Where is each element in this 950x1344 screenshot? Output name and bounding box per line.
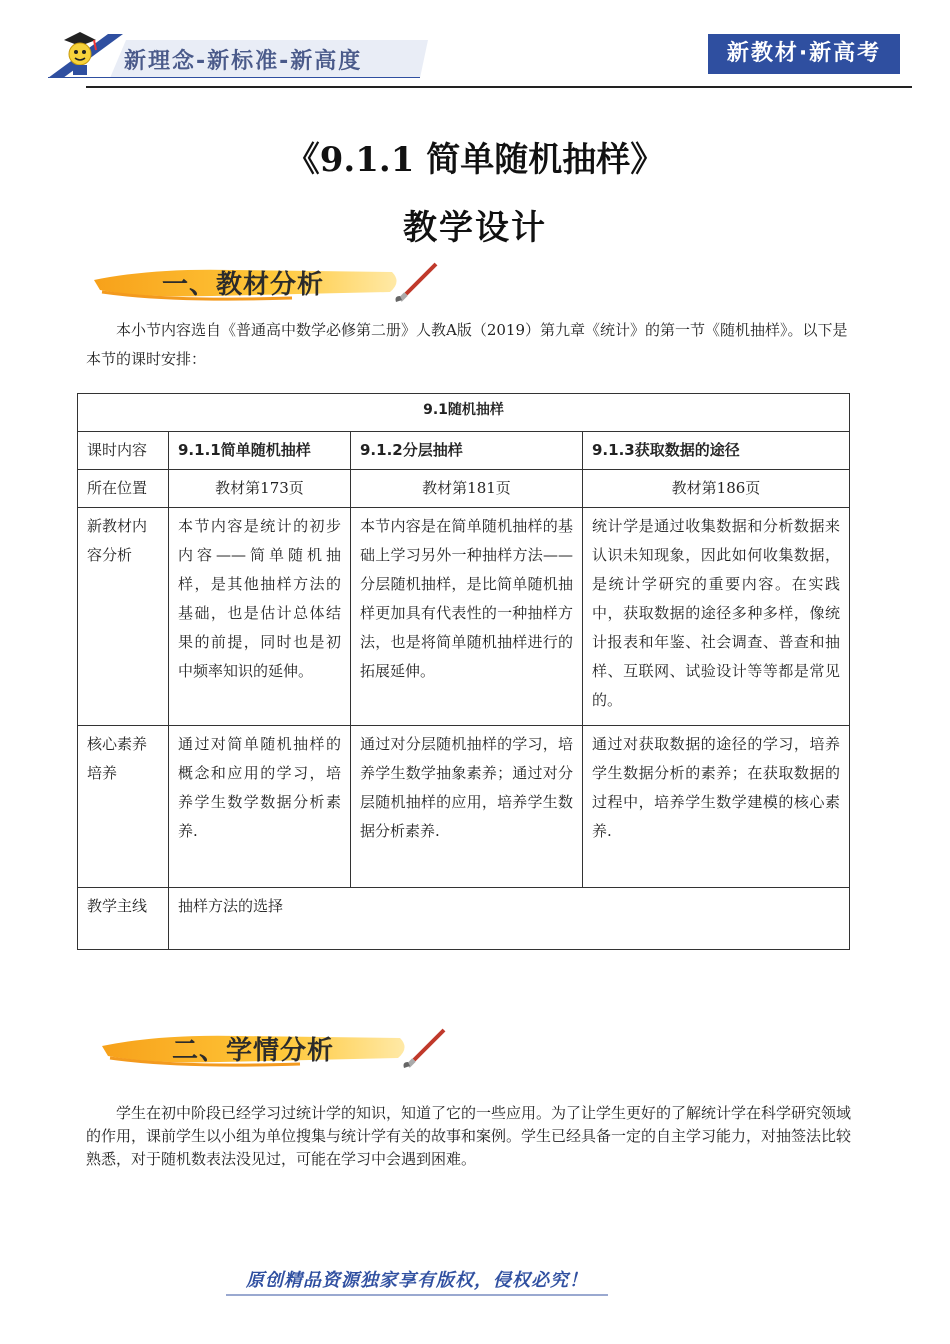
section-2-body: 学生在初中阶段已经学习过统计学的知识，知道了它的一些应用。为了让学生更好的了解统计学在科学研究领域的作用，课前学生以小组为单位搜集与统计学有关的故事和案例。学生已经具备一定的自主学习能力，对抽签法比较熟悉，对于随机数表法没见过，可能在学习中会遇到困难。 xyxy=(86,1104,852,1168)
table-cell: 9.1.1简单随机抽样 xyxy=(169,432,351,470)
header-badge: 新教材·新高考 xyxy=(708,34,900,74)
table-cell: 9.1.2分层抽样 xyxy=(351,432,583,470)
copyright-notice: 原创精品资源独家享有版权，侵权必究！ xyxy=(226,1266,608,1296)
page-header xyxy=(48,28,900,88)
table-row xyxy=(78,888,850,950)
table-row xyxy=(78,432,850,470)
table-cell: 通过对简单随机抽样的概念和应用的学习，培养学生数学数据分析素养. xyxy=(169,726,351,888)
table-row xyxy=(78,508,850,726)
header-divider xyxy=(86,86,912,88)
table-cell: 9.1.3获取数据的途径 xyxy=(583,432,850,470)
table-row xyxy=(78,726,850,888)
table-cell: 教材第181页 xyxy=(351,470,583,508)
row-label: 核心素养培养 xyxy=(78,726,169,888)
row-label: 所在位置 xyxy=(78,470,169,508)
table-cell: 本节内容是统计的初步内容——简单随机抽样，是其他抽样方法的基础，也是估计总体结果的前提，同时也是初中频率知识的延伸。 xyxy=(169,508,351,726)
table-cell: 教材第173页 xyxy=(169,470,351,508)
table-cell: 通过对获取数据的途径的学习，培养学生数据分析的素养；在获取数据的过程中，培养学生数学建模的核心素养. xyxy=(583,726,850,888)
section-2-title: 二、学情分析 xyxy=(172,1036,335,1066)
row-label: 新教材内容分析 xyxy=(78,508,169,726)
section-1-intro: 本小节内容选自《普通高中数学必修第二册》人教A版（2019）第九章《统计》的第一节《随机抽样》。以下是本节的课时安排： xyxy=(86,321,848,368)
table-cell: 通过对分层随机抽样的学习，培养学生数学抽象素养；通过对分层随机抽样的应用，培养学生数据分析素养. xyxy=(351,726,583,888)
table-cell: 统计学是通过收集数据和分析数据来认识未知现象，因此如何收集数据，是统计学研究的重要内容。在实践中，获取数据的途径多种多样，像统计报表和年鉴、社会调查、普查和抽样、互联网、试验设计等等都是常见的。 xyxy=(583,508,850,726)
table-cell: 本节内容是在简单随机抽样的基础上学习另外一种抽样方法——分层随机抽样，是比简单随机抽样更加具有代表性的一种抽样方法，也是将简单随机抽样进行的拓展延伸。 xyxy=(351,508,583,726)
table-cell: 教材第186页 xyxy=(583,470,850,508)
table-row xyxy=(78,470,850,508)
table-caption: 9.1随机抽样 xyxy=(78,394,850,432)
table-cell: 抽样方法的选择 xyxy=(169,888,850,950)
document-title: 《9.1.1 简单随机抽样》 xyxy=(285,140,665,180)
paintbrush-icon xyxy=(392,262,440,304)
row-label: 教学主线 xyxy=(78,888,169,950)
header-slogan: 新理念-新标准-新高度 xyxy=(124,49,363,74)
section-2-banner xyxy=(100,1028,450,1070)
mascot-icon xyxy=(56,30,102,78)
table-row xyxy=(78,394,850,432)
paintbrush-icon xyxy=(400,1028,448,1070)
section-1-title: 一、教材分析 xyxy=(162,270,325,300)
lesson-schedule-table xyxy=(77,393,850,950)
section-1-banner xyxy=(92,262,442,304)
row-label: 课时内容 xyxy=(78,432,169,470)
document-subtitle: 教学设计 xyxy=(403,208,547,248)
